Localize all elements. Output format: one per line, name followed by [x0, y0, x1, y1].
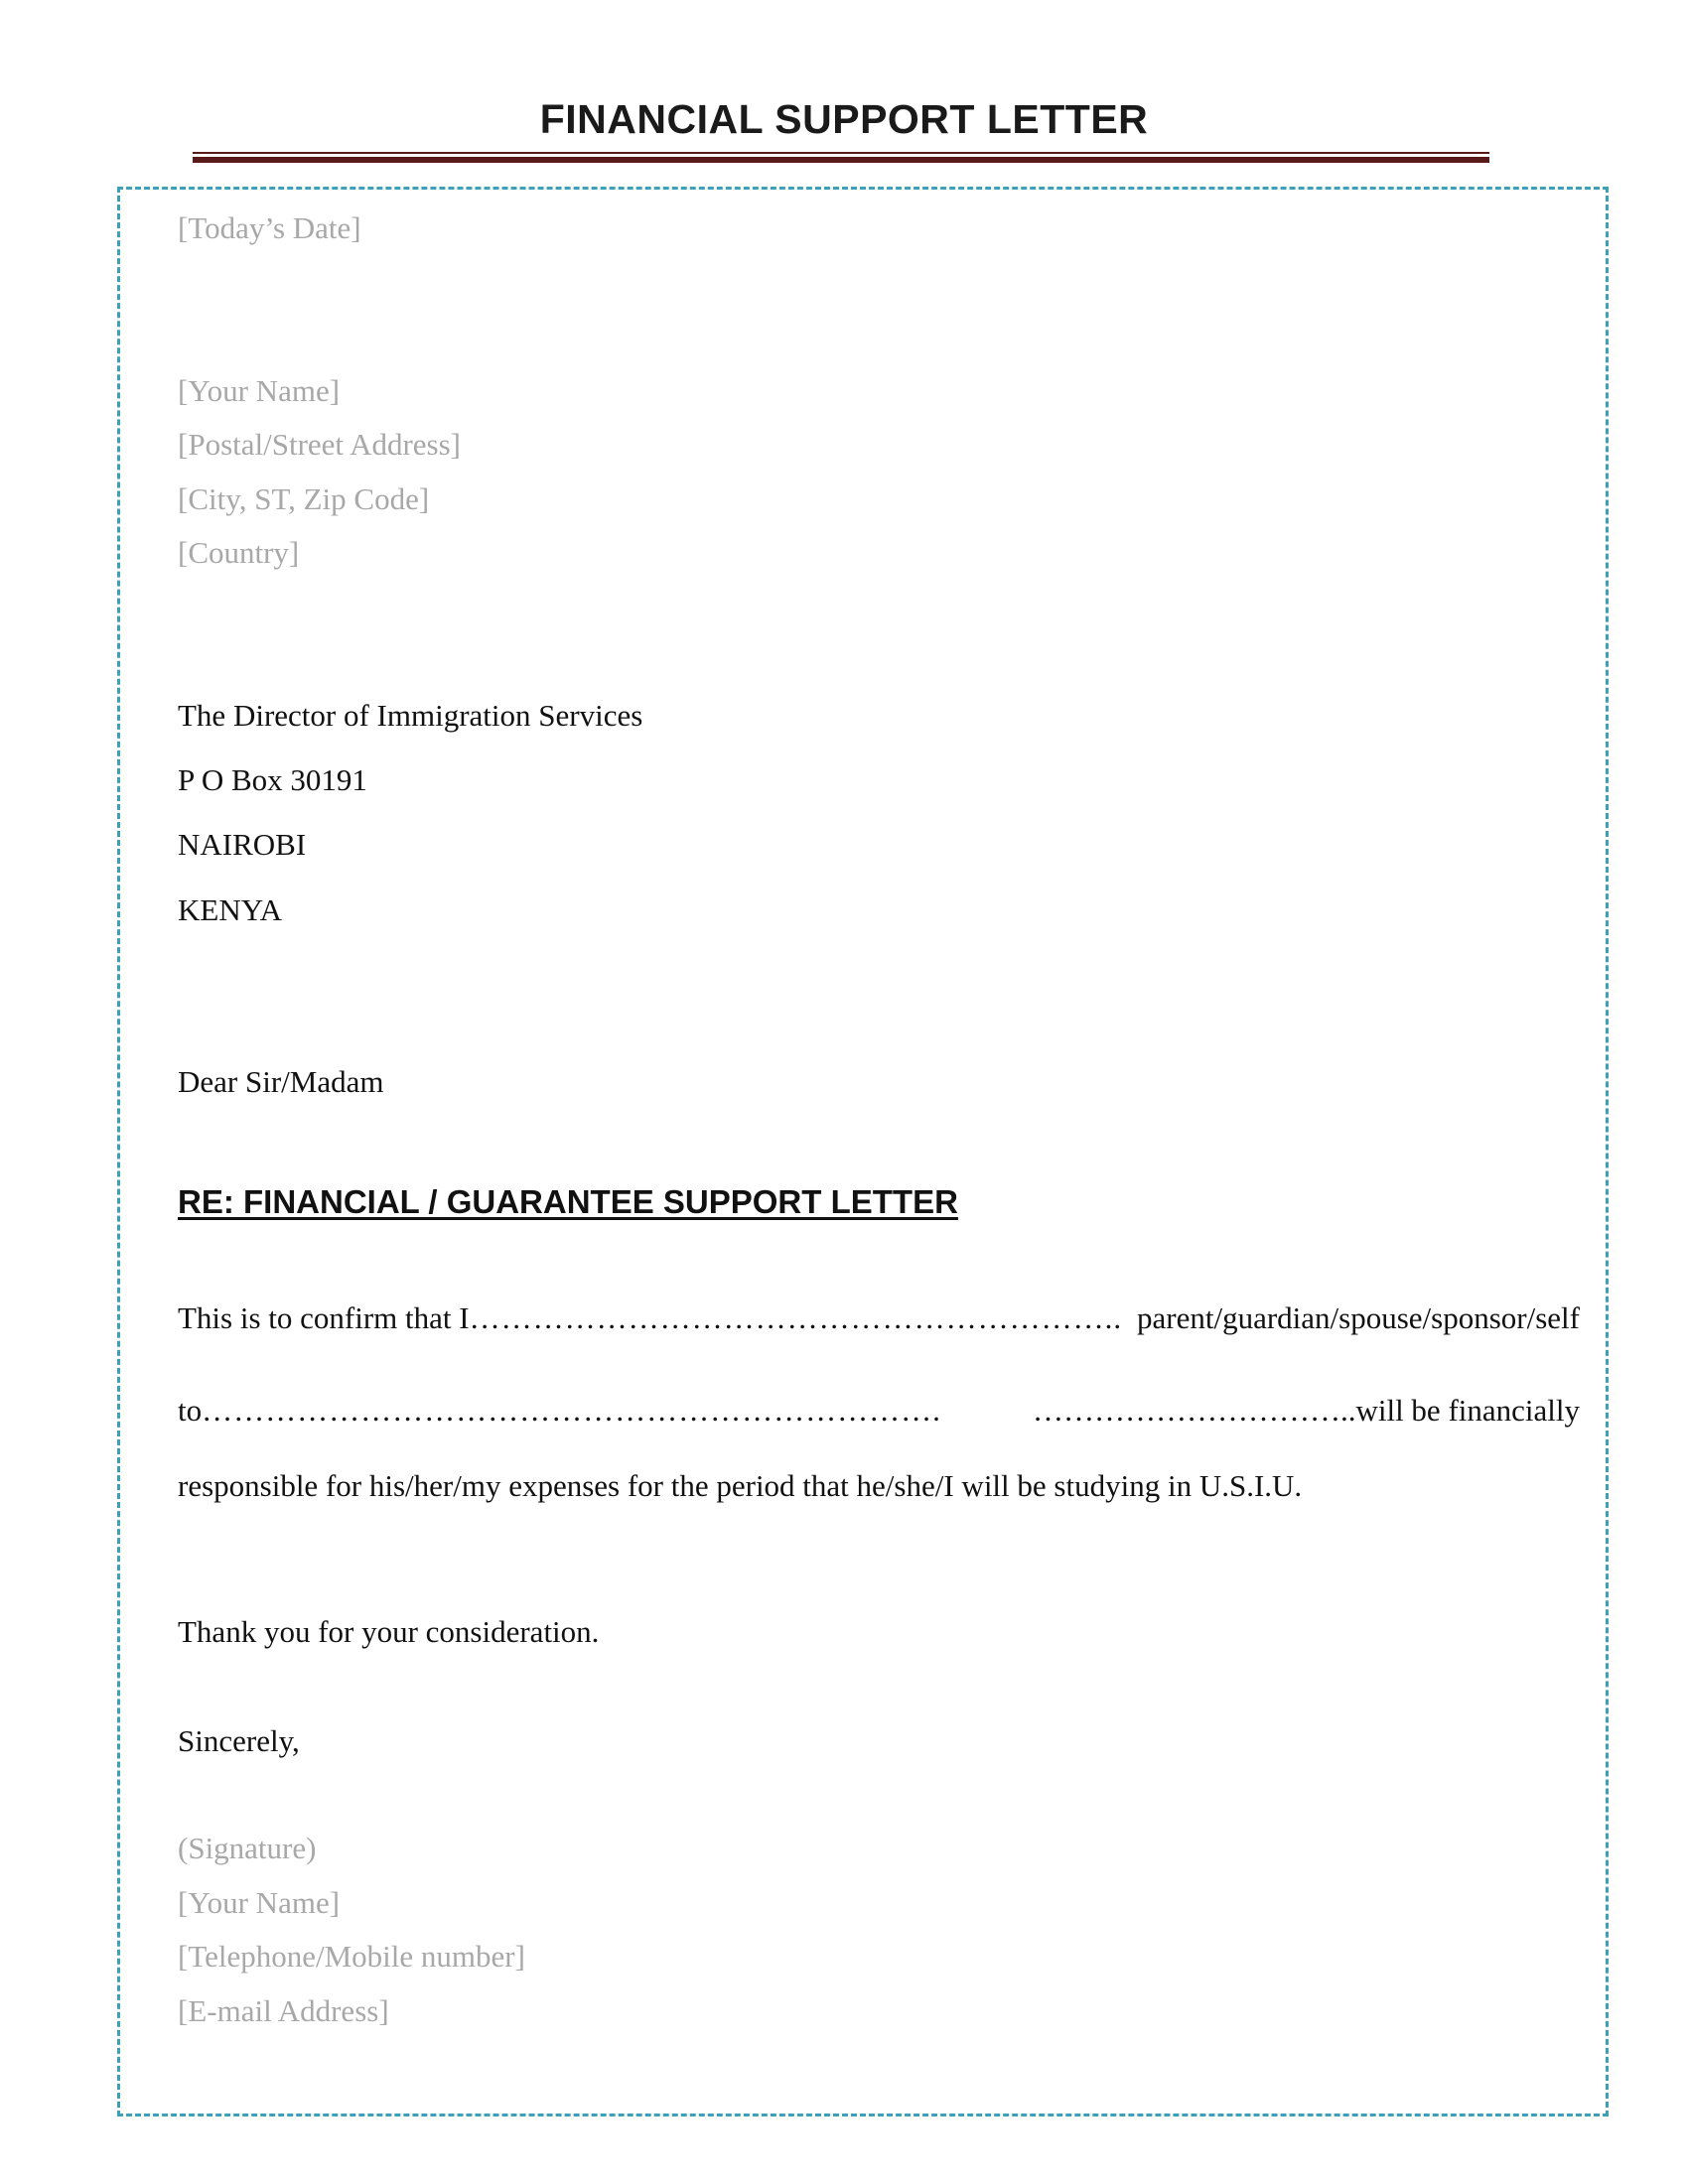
recipient-line-4: KENYA: [178, 892, 283, 927]
body-line-2-suffix: will be financially: [1355, 1393, 1580, 1428]
body-line-2-prefix: to: [178, 1393, 203, 1428]
closing-sign-off: Sincerely,: [178, 1723, 300, 1758]
sender-city-placeholder: [City, ST, Zip Code]: [178, 481, 430, 516]
body-line-1: [178, 1302, 1580, 1333]
signature-placeholder: (Signature): [178, 1831, 317, 1865]
title-underline-rule: [193, 152, 1489, 162]
body-line-2-blank-a: …………………………………………………………….: [202, 1395, 941, 1426]
subject-heading: RE: FINANCIAL / GUARANTEE SUPPORT LETTER: [178, 1183, 958, 1220]
document-title: FINANCIAL SUPPORT LETTER: [539, 96, 1149, 142]
recipient-line-3: NAIROBI: [178, 827, 307, 862]
signer-email-placeholder: [E-mail Address]: [178, 1993, 389, 2028]
body-line-2-blank-b: …………………………..: [1032, 1393, 1356, 1428]
letter-frame: [117, 187, 1609, 2116]
sender-country-placeholder: [Country]: [178, 535, 300, 570]
sender-date-placeholder: [Today’s Date]: [178, 210, 361, 245]
title-rule-thin: [193, 152, 1489, 154]
body-line-3: responsible for his/her/my expenses for the period that he/she/I will be studying in U.S.I.U.: [178, 1468, 1303, 1503]
recipient-line-2: P O Box 30191: [178, 762, 367, 797]
signer-name-placeholder: [Your Name]: [178, 1885, 341, 1920]
signer-phone-placeholder: [Telephone/Mobile number]: [178, 1939, 525, 1974]
body-line-1-prefix: This is to confirm that I: [178, 1300, 470, 1335]
sender-name-placeholder: [Your Name]: [178, 373, 341, 408]
salutation: Dear Sir/Madam: [178, 1064, 384, 1099]
body-line-2: [178, 1395, 1580, 1426]
body-line-1-blank: ……………………………………………………..: [469, 1302, 1123, 1333]
sender-address-placeholder: [Postal/Street Address]: [178, 427, 461, 462]
recipient-line-1: The Director of Immigration Services: [178, 698, 643, 733]
body-line-1-suffix: parent/guardian/spouse/sponsor/self: [1137, 1300, 1580, 1335]
closing-thanks: Thank you for your consideration.: [178, 1614, 600, 1649]
title-rule-thick: [193, 157, 1489, 163]
